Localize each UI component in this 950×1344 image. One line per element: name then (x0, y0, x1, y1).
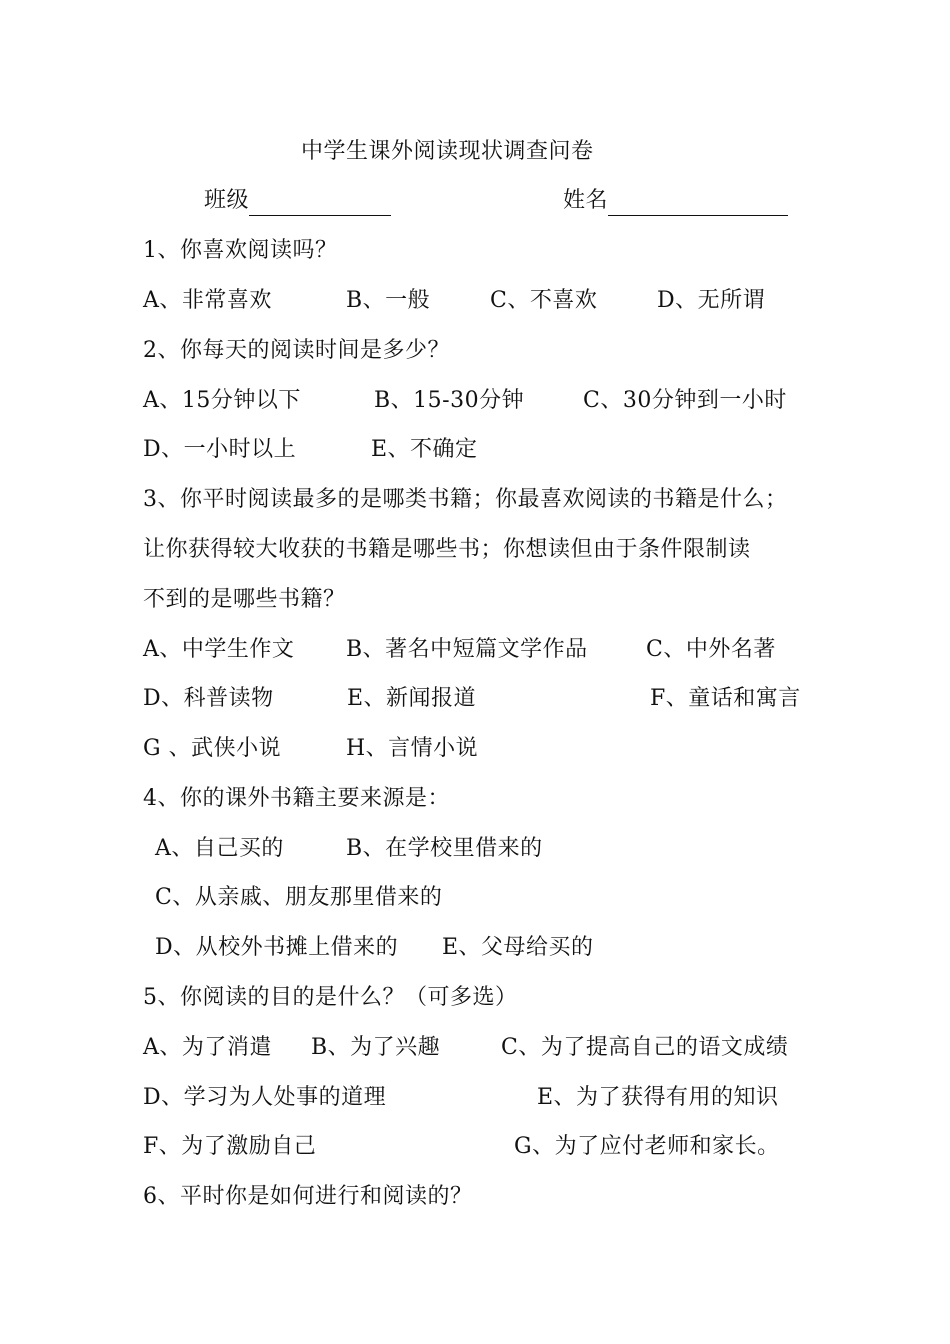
q1-option-d[interactable]: D、无所谓 (657, 288, 766, 313)
class-label: 班级 (204, 188, 250, 213)
q4-option-d[interactable]: D、从校外书摊上借来的 (155, 935, 399, 960)
q1-question: 1、你喜欢阅读吗？ (143, 238, 338, 263)
q5-option-c[interactable]: C、为了提高自己的语文成绩 (501, 1035, 789, 1060)
q5-option-a[interactable]: A、为了消遣 (143, 1035, 272, 1060)
q2-option-d[interactable]: D、一小时以上 (143, 437, 297, 462)
q3-question-line3: 不到的是哪些书籍？ (143, 587, 346, 612)
q5-option-e[interactable]: E、为了获得有用的知识 (537, 1085, 779, 1110)
q5-option-g[interactable]: G、为了应付老师和家长。 (514, 1134, 780, 1159)
q4-option-c[interactable]: C、从亲戚、朋友那里借来的 (155, 885, 443, 910)
q1-option-c[interactable]: C、不喜欢 (490, 288, 598, 313)
q3-option-c[interactable]: C、中外名著 (646, 637, 776, 662)
name-label: 姓名 (563, 188, 609, 213)
q3-option-g[interactable]: G 、武侠小说 (143, 736, 282, 761)
q3-option-e[interactable]: E、新闻报道 (347, 686, 477, 711)
q4-option-a[interactable]: A、自己买的 (155, 836, 284, 861)
page-title: 中学生课外阅读现状调查问卷 (301, 139, 594, 164)
q3-option-a[interactable]: A、中学生作文 (143, 637, 295, 662)
q5-option-d[interactable]: D、学习为人处事的道理 (143, 1085, 387, 1110)
q2-option-c[interactable]: C、30分钟到一小时 (583, 388, 787, 413)
q3-option-d[interactable]: D、科普读物 (143, 686, 274, 711)
class-blank[interactable] (249, 191, 391, 216)
q3-option-b[interactable]: B、著名中短篇文学作品 (346, 637, 588, 662)
name-blank[interactable] (608, 191, 788, 216)
q2-option-a[interactable]: A、15分钟以下 (143, 388, 301, 413)
q5-option-f[interactable]: F、为了激励自己 (143, 1134, 317, 1159)
q3-question-line2: 让你获得较大收获的书籍是哪些书；你想读但由于条件限制读 (143, 537, 751, 562)
q5-question: 5、你阅读的目的是什么？（可多选） (143, 985, 518, 1010)
q4-option-e[interactable]: E、父母给买的 (442, 935, 594, 960)
q6-question: 6、平时你是如何进行和阅读的？ (143, 1184, 473, 1209)
q3-question-line1: 3、你平时阅读最多的是哪类书籍；你最喜欢阅读的书籍是什么； (143, 487, 788, 512)
q1-option-a[interactable]: A、非常喜欢 (143, 288, 272, 313)
q4-option-b[interactable]: B、在学校里借来的 (346, 836, 543, 861)
q2-option-b[interactable]: B、15-30分钟 (374, 388, 525, 413)
q1-option-b[interactable]: B、一般 (346, 288, 431, 313)
q4-question: 4、你的课外书籍主要来源是： (143, 786, 450, 811)
q2-question: 2、你每天的阅读时间是多少？ (143, 338, 450, 363)
q2-option-e[interactable]: E、不确定 (371, 437, 478, 462)
class-field (204, 186, 391, 216)
q5-option-b[interactable]: B、为了兴趣 (311, 1035, 441, 1060)
q3-option-h[interactable]: H、言情小说 (346, 736, 479, 761)
q3-option-f[interactable]: F、童话和寓言 (650, 686, 801, 711)
name-field (563, 186, 788, 216)
